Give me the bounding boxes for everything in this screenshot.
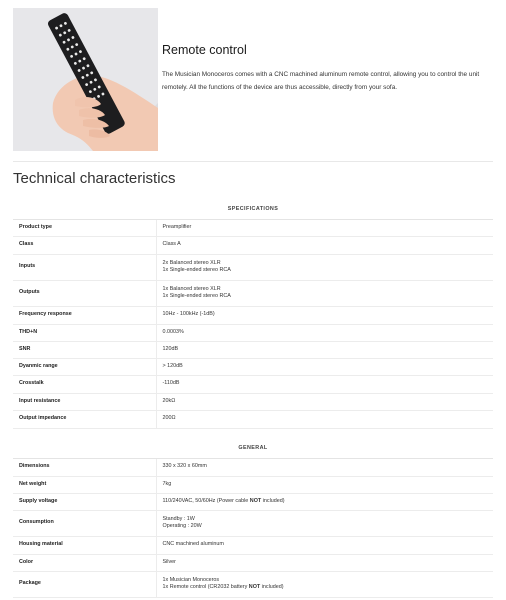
spec-value-text: included) <box>260 584 284 590</box>
table-row <box>13 254 493 280</box>
spec-value-line: 2x Balanced stereo XLR <box>162 259 221 266</box>
spec-value: 330 x 320 x 60mm <box>156 458 493 476</box>
general-table <box>13 440 493 598</box>
spec-value: 200Ω <box>156 410 493 428</box>
spec-value-line: 1x Balanced stereo XLR <box>162 285 221 292</box>
spec-value: 120dB <box>156 341 493 358</box>
specifications-table <box>13 200 493 429</box>
table-row <box>13 393 493 410</box>
spec-label: Inputs <box>13 254 156 280</box>
spec-label: Net weight <box>13 476 156 493</box>
spec-value <box>156 280 493 306</box>
spec-label: Package <box>13 571 156 597</box>
table-row <box>13 410 493 428</box>
spec-value: 7kg <box>156 476 493 493</box>
table-row <box>13 571 493 597</box>
spec-label: Crosstalk <box>13 375 156 393</box>
spec-value-line: 1x Single-ended stereo RCA <box>162 293 231 299</box>
spec-value: Silver <box>156 554 493 571</box>
section-divider <box>13 161 493 162</box>
spec-label: Supply voltage <box>13 493 156 510</box>
spec-value-line: Standby : 1W <box>162 515 195 522</box>
spec-value-emphasis: NOT <box>248 584 261 590</box>
table-row <box>13 219 493 236</box>
table-row <box>13 324 493 341</box>
spec-value: -110dB <box>156 375 493 393</box>
remote-control-title: Remote control <box>162 43 247 57</box>
remote-control-description: The Musician Monoceros comes with a CNC machined aluminum remote control, allowing you to control the unit remotely. All the functions of the device are thus accessible, directly from your sofa. <box>162 71 480 91</box>
spec-value-text: 110/240VAC, 50/60Hz (Power cable <box>162 497 250 504</box>
technical-characteristics-heading: Technical characteristics <box>13 170 176 187</box>
table-row <box>13 341 493 358</box>
spec-value: Preamplifier <box>156 219 493 236</box>
table-row <box>13 358 493 375</box>
spec-value <box>156 571 493 597</box>
spec-value: 20kΩ <box>156 393 493 410</box>
table-row <box>13 375 493 393</box>
spec-value: Class A <box>156 236 493 254</box>
spec-label: SNR <box>13 341 156 358</box>
spec-label: Product type <box>13 219 156 236</box>
specifications-section-header <box>13 200 493 219</box>
table-row <box>13 510 493 536</box>
spec-label: Housing material <box>13 536 156 554</box>
table-row <box>13 306 493 324</box>
spec-value: 0.0003% <box>156 324 493 341</box>
spec-label: THD+N <box>13 324 156 341</box>
specifications-section-label: SPECIFICATIONS <box>13 200 493 219</box>
table-row <box>13 536 493 554</box>
spec-label: Dimensions <box>13 458 156 476</box>
spec-value <box>156 254 493 280</box>
spec-label: Input resistance <box>13 393 156 410</box>
spec-label: Class <box>13 236 156 254</box>
remote-control-photo <box>13 8 158 151</box>
spec-value <box>156 510 493 536</box>
general-section-header <box>13 440 493 458</box>
spec-value: 10Hz - 100kHz (-1dB) <box>156 306 493 324</box>
table-row <box>13 476 493 493</box>
spec-value: CNC machined aluminum <box>156 536 493 554</box>
spec-value-line: 1x Single-ended stereo RCA <box>162 267 231 273</box>
table-row <box>13 280 493 306</box>
spec-value-emphasis: NOT <box>249 497 262 504</box>
spec-label: Frequency response <box>13 306 156 324</box>
table-row <box>13 458 493 476</box>
spec-label: Color <box>13 554 156 571</box>
spec-label: Outputs <box>13 280 156 306</box>
spec-label: Dyanmic range <box>13 358 156 375</box>
spec-value-line <box>163 584 488 592</box>
general-section-label: GENERAL <box>13 440 493 458</box>
spec-value <box>156 493 493 510</box>
table-row <box>13 236 493 254</box>
spec-value: > 120dB <box>156 358 493 375</box>
spec-label: Output impedance <box>13 410 156 428</box>
spec-value-text: 1x Remote control (CR2032 battery <box>162 584 249 590</box>
spec-label: Consumption <box>13 510 156 536</box>
table-row <box>13 554 493 571</box>
spec-value-line: 1x Musician Monoceros <box>162 576 220 583</box>
spec-value-line: Operating : 20W <box>162 523 202 529</box>
table-row <box>13 493 493 510</box>
spec-value-text: included) <box>261 497 285 504</box>
